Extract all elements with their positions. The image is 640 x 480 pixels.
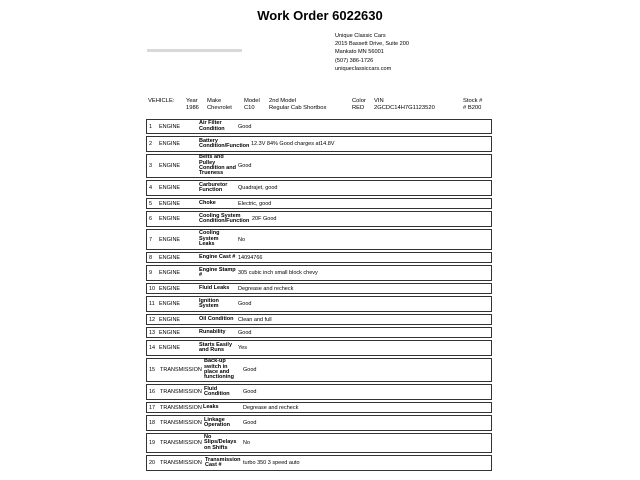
item-category: ENGINE: [159, 200, 181, 207]
shop-phone: (507) 386-1726: [335, 57, 374, 64]
item-value: Quadrajet, good: [238, 185, 278, 191]
item-value: 305 cubic inch small block chevy: [238, 270, 318, 276]
logo-placeholder: [147, 49, 242, 52]
item-category: ENGINE: [159, 285, 181, 292]
item-number: 3: [149, 163, 153, 169]
item-value: Degrease and recheck: [238, 285, 294, 292]
item-value: Yes: [238, 345, 247, 351]
inspection-row: [146, 455, 492, 471]
inspection-row: [146, 415, 492, 431]
item-category: ENGINE: [159, 216, 181, 222]
model-header: Model: [244, 98, 260, 104]
page-title: Work Order 6022630: [257, 8, 383, 23]
item-number: 8: [149, 254, 153, 261]
item-number: 7: [149, 236, 153, 243]
item-name: Cooling System Leaks: [199, 230, 220, 248]
item-category: TRANSMISSION: [160, 389, 202, 395]
inspection-row: [146, 180, 492, 196]
item-name: Fluid Condition: [204, 385, 230, 397]
item-value: Good: [243, 389, 257, 395]
model-field: [244, 98, 260, 112]
item-name: Carburetor Function: [199, 181, 228, 193]
inspection-row: [146, 384, 492, 400]
item-category: ENGINE: [159, 316, 181, 323]
inspection-row: [146, 119, 492, 134]
item-category: ENGINE: [159, 185, 181, 191]
item-number: 12: [149, 316, 156, 323]
item-number: 6: [149, 216, 153, 222]
model2-value: Regular Cab Shortbox: [269, 105, 327, 111]
item-number: 19: [149, 440, 156, 446]
item-value: Good: [238, 163, 252, 169]
make-field: [207, 98, 232, 112]
item-number: 20: [149, 460, 156, 466]
inspection-row: [146, 154, 492, 178]
item-value: No: [238, 236, 246, 243]
item-name: Engine Stamp #: [199, 266, 236, 278]
model-value: C10: [244, 105, 255, 111]
stock-header: Stock #: [463, 98, 483, 104]
item-value: 20F Good: [252, 216, 277, 222]
item-name: Starts Easily and Runs: [199, 341, 233, 353]
vin-header: VIN: [374, 98, 384, 104]
item-value: Electric, good: [238, 200, 272, 207]
item-category: ENGINE: [159, 301, 181, 307]
item-category: TRANSMISSION: [160, 440, 202, 446]
item-value: 12.3V 84% Good charges at14.8V: [251, 141, 335, 147]
item-number: 9: [149, 270, 153, 276]
item-number: 15: [149, 367, 156, 373]
item-category: ENGINE: [159, 141, 181, 147]
inspection-row: [146, 340, 492, 356]
item-category: TRANSMISSION: [160, 420, 202, 426]
item-name: Back-up switch in place and functioning: [204, 358, 234, 381]
item-name: No Slips/Delays on Shifts: [204, 433, 237, 451]
item-value: No: [243, 440, 251, 446]
item-value: turbo 350 3 speed auto: [243, 460, 300, 466]
item-name: Linkage Operation: [204, 416, 230, 428]
item-number: 18: [149, 420, 156, 426]
make-header: Make: [207, 98, 222, 104]
item-name: Air Filter Condition: [199, 120, 225, 132]
item-value: 14094766: [238, 254, 263, 261]
item-number: 5: [149, 200, 153, 207]
item-name: Runability: [199, 328, 226, 335]
inspection-row: [146, 283, 492, 294]
item-category: ENGINE: [159, 270, 181, 276]
item-value: Good: [243, 367, 257, 373]
item-name: Oil Condition: [199, 315, 234, 322]
stock-field: [463, 98, 482, 112]
color-header: Color: [352, 98, 366, 104]
item-category: TRANSMISSION: [160, 460, 202, 466]
item-number: 2: [149, 141, 153, 147]
item-category: ENGINE: [159, 254, 181, 261]
vin-value: 2GCDC14H7G1123520: [374, 105, 435, 111]
year-value: 1986: [186, 105, 199, 111]
inspection-row: [146, 358, 492, 382]
item-name: Leaks: [203, 403, 219, 410]
inspection-row: [146, 211, 492, 227]
item-category: TRANSMISSION: [160, 404, 202, 411]
item-number: 11: [149, 301, 155, 307]
item-value: Clean and full: [238, 316, 272, 323]
item-category: ENGINE: [159, 123, 181, 130]
shop-name: Unique Classic Cars: [335, 33, 386, 39]
item-value: Degrease and recheck: [243, 404, 299, 411]
inspection-row: [146, 433, 492, 453]
item-number: 13: [149, 329, 156, 336]
item-value: Good: [238, 301, 252, 307]
item-name: Transmission Cast #: [205, 456, 241, 468]
item-name: Engine Cast #: [199, 253, 236, 260]
year-field: [186, 98, 199, 112]
inspection-row: [146, 327, 492, 338]
item-category: ENGINE: [159, 329, 181, 336]
color-value: RED: [352, 105, 365, 111]
item-name: Ignition System: [199, 297, 219, 309]
vin-field: [374, 98, 435, 112]
item-category: ENGINE: [159, 236, 181, 243]
shop-info: [335, 32, 409, 73]
item-name: Belts and Pulley Condition and Trueness: [199, 154, 236, 177]
item-category: ENGINE: [159, 345, 181, 351]
inspection-row: [146, 265, 492, 281]
shop-city: Mankato MN 56001: [335, 49, 384, 56]
inspection-row: [146, 252, 492, 263]
inspection-row: [146, 229, 492, 250]
item-number: 10: [149, 285, 156, 292]
item-number: 4: [149, 185, 153, 191]
item-name: Battery Condition/Function: [199, 137, 250, 149]
item-name: Cooling System Condition/Function: [199, 212, 250, 224]
make-value: Chevrolet: [207, 105, 232, 111]
inspection-row: [146, 314, 492, 325]
item-number: 14: [149, 345, 156, 351]
shop-website: uniqueclassiccars.com: [335, 65, 392, 72]
item-value: Good: [238, 329, 252, 336]
stock-value: # B200: [463, 105, 482, 111]
inspection-row: [146, 296, 492, 312]
item-name: Choke: [199, 199, 216, 206]
year-header: Year: [186, 98, 198, 104]
model2-header: 2nd Model: [269, 98, 297, 104]
item-number: 1: [149, 123, 153, 130]
item-number: 16: [149, 389, 156, 395]
item-number: 17: [149, 404, 156, 411]
inspection-row: [146, 136, 492, 152]
item-value: Good: [243, 420, 257, 426]
inspection-row: [146, 198, 492, 209]
item-category: ENGINE: [159, 163, 181, 169]
shop-address: 2015 Bassett Drive, Suite 200: [335, 41, 410, 48]
item-value: Good: [238, 123, 252, 130]
vehicle-label: VEHICLE:: [148, 98, 175, 104]
inspection-row: [146, 402, 492, 413]
item-category: TRANSMISSION: [160, 367, 202, 373]
item-name: Fluid Leaks: [199, 284, 230, 291]
model2-field: [269, 98, 326, 112]
color-field: [352, 98, 366, 112]
